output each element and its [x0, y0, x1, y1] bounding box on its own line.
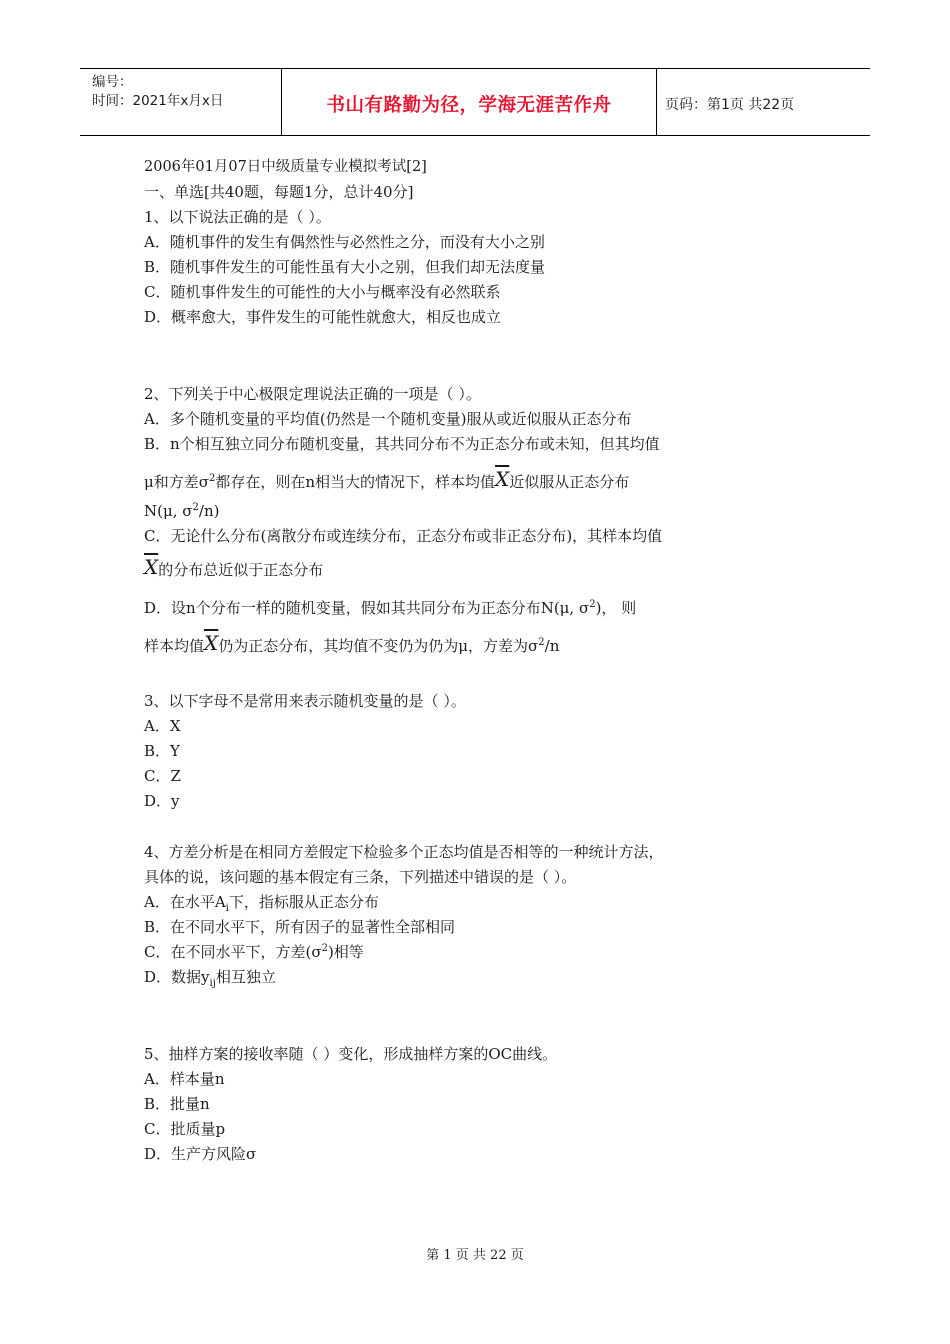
- q2-option-c-line1: C．无论什么分布(离散分布或连续分布，正态分布或非正态分布)，其样本均值: [144, 527, 663, 545]
- text-run: )， 则: [595, 599, 637, 617]
- superscript: 2: [192, 502, 199, 513]
- q2-option-b-line1: B．n个相互独立同分布随机变量，其共同分布不为正态分布或未知，但其均值: [144, 435, 660, 453]
- subscript: ij: [209, 978, 216, 989]
- text-run: 都存在，则在n相当大的情况下，样本均值: [215, 473, 496, 491]
- text-run: )相等: [327, 943, 364, 961]
- header-meta: [80, 69, 282, 135]
- q4-option-c: [144, 940, 824, 965]
- page-footer: 第 1 页 共 22 页: [426, 1248, 524, 1263]
- q2-option-b-line3: [144, 499, 824, 524]
- q2-stem: 2、下列关于中心极限定理说法正确的一项是（ ）。: [144, 385, 481, 403]
- text-run: A．在水平A: [144, 893, 226, 911]
- q3-option-b: B．Y: [144, 742, 180, 760]
- time-label: 时间：2021年x月x日: [92, 93, 224, 109]
- text-run: 仍为正态分布，其均值不变仍为仍为μ，方差为σ: [218, 637, 539, 655]
- q4-option-b: B．在不同水平下，所有因子的显著性全部相同: [144, 918, 456, 936]
- text-run: C．在不同水平下，方差(σ: [144, 943, 322, 961]
- q3-option-d: D．y: [144, 792, 180, 810]
- q4-stem-line2: 具体的说，该问题的基本假定有三条，下列描述中错误的是（ ）。: [144, 868, 577, 886]
- q4-option-a: [144, 890, 824, 915]
- q5-option-a: A．样本量n: [144, 1070, 225, 1088]
- superscript: 2: [589, 599, 596, 610]
- text-run: 近似服从正态分布: [509, 473, 630, 491]
- q2-option-b-line2: [144, 465, 824, 499]
- q3-stem: 3、以下字母不是常用来表示随机变量的是（ ）。: [144, 692, 466, 710]
- q5-option-d: D．生产方风险σ: [144, 1145, 257, 1163]
- q5-stem: 5、抽样方案的接收率随（ ）变化，形成抽样方案的OC曲线。: [144, 1045, 558, 1063]
- text-run: /n): [198, 502, 220, 520]
- text-run: D．数据y: [144, 968, 210, 986]
- superscript: 2: [538, 637, 545, 648]
- text-run: D．设n个分布一样的随机变量，假如其共同分布为正态分布N(μ, σ: [144, 599, 590, 617]
- text-run: 的分布总近似于正态分布: [158, 561, 324, 579]
- document-body: [144, 155, 824, 1167]
- superscript: 2: [209, 473, 216, 484]
- q3-option-c: C．Z: [144, 767, 181, 785]
- text-run: N(μ, σ: [144, 502, 193, 520]
- superscript: 2: [321, 943, 328, 954]
- xbar-symbol: $\overline{X}$: [204, 631, 219, 655]
- text-run: 相互独立: [215, 968, 276, 986]
- q5-option-c: C．批质量p: [144, 1120, 226, 1138]
- header-page-info: 页码：第1页 共22页: [665, 97, 795, 113]
- header-motto: 书山有路勤为径，学海无涯苦作舟: [282, 69, 657, 135]
- q4-stem-line1: 4、方差分析是在相同方差假定下检验多个正态均值是否相等的一种统计方法，: [144, 843, 664, 861]
- text-run: /n: [544, 637, 560, 655]
- q2-option-d-line1: [144, 591, 824, 625]
- xbar-symbol: $\overline{X}$: [144, 555, 159, 579]
- page-header: [80, 68, 870, 136]
- xbar-symbol: $\overline{X}$: [495, 467, 510, 491]
- number-label: 编号：: [92, 74, 133, 90]
- text-run: μ和方差σ: [144, 473, 209, 491]
- q1-option-c: C．随机事件发生的可能性的大小与概率没有必然联系: [144, 283, 501, 301]
- q1-option-b: B．随机事件发生的可能性虽有大小之别，但我们却无法度量: [144, 258, 546, 276]
- q1-stem: 1、以下说法正确的是（ ）。: [144, 208, 331, 226]
- q1-option-a: A．随机事件的发生有偶然性与必然性之分，而没有大小之别: [144, 233, 545, 251]
- subscript: i: [225, 903, 229, 914]
- section-heading: 一、单选[共40题，每题1分，总计40分]: [144, 183, 414, 201]
- q1-option-d: D．概率愈大，事件发生的可能性就愈大，相反也成立: [144, 308, 502, 326]
- q3-option-a: A．X: [144, 717, 181, 735]
- q2-option-d-line2: [144, 629, 824, 663]
- q2-option-c-line2: [144, 553, 824, 587]
- q5-option-b: B．批量n: [144, 1095, 210, 1113]
- q2-option-a: A．多个随机变量的平均值(仍然是一个随机变量)服从或近似服从正态分布: [144, 410, 632, 428]
- q4-option-d: [144, 965, 824, 990]
- text-run: 样本均值: [144, 637, 205, 655]
- text-run: 下，指标服从正态分布: [228, 893, 379, 911]
- doc-title: 2006年01月07日中级质量专业模拟考试[2]: [144, 159, 427, 175]
